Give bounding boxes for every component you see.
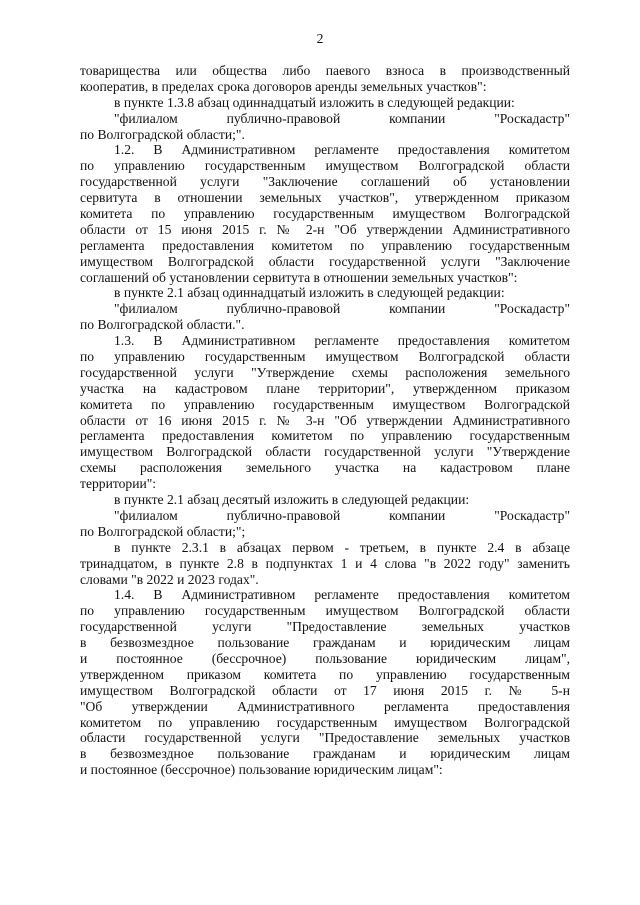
text-line: участка на кадастровом плане территории", утвержденном приказом	[80, 380, 570, 396]
text-line: имуществом Волгоградской области государственной услуги "Утверждение	[80, 444, 570, 460]
text-line: по управлению государственным имуществом Волгоградской области	[80, 603, 570, 619]
text-line: в пункте 2.1 абзац одиннадцатый изложить в следующей редакции:	[114, 285, 505, 301]
text-line: соглашений об установлении сервитута в отношении земельных участков":	[80, 269, 518, 285]
text-line: государственной услуги "Заключение соглашений об установлении	[80, 174, 570, 190]
text-line: сервитута в отношении земельных участков", утвержденном приказом	[80, 190, 570, 206]
text-line: словами "в 2022 и 2023 годах".	[80, 571, 259, 587]
text-line: в безвозмездное пользование гражданам и юридическим лицам	[80, 635, 570, 651]
text-line: области от 15 июня 2015 г. № 2-н "Об утверждении Административного	[80, 221, 570, 237]
text-line: комитета по управлению государственным имуществом Волгоградской	[80, 206, 570, 222]
text-line: по Волгоградской области;";	[80, 523, 246, 539]
text-line: в безвозмездное пользование гражданам и юридическим лицам	[80, 746, 570, 762]
document-body	[80, 63, 570, 778]
text-line: тринадцатом, в пункте 2.8 в подпунктах 1 и 4 слова "в 2022 году" заменить	[80, 555, 570, 571]
text-line: 1.4. В Административном регламенте предоставления комитетом	[114, 587, 570, 603]
text-line: 1.2. В Административном регламенте предоставления комитетом	[114, 142, 570, 158]
text-line: "Об утверждении Административного регламента предоставления	[80, 698, 570, 714]
text-line: комитета по управлению государственным имуществом Волгоградской	[80, 396, 570, 412]
text-line: территории":	[80, 476, 157, 492]
text-line: государственной услуги "Предоставление земельных участков	[80, 619, 570, 635]
text-line: регламента предоставления комитетом по управлению государственным	[80, 428, 570, 444]
text-line: по управлению государственным имуществом Волгоградской области	[80, 158, 570, 174]
text-line: по Волгоградской области;".	[80, 126, 245, 142]
text-line: имуществом Волгоградской области государственной услуги "Заключение	[80, 253, 570, 269]
text-line: 1.3. В Административном регламенте предоставления комитетом	[114, 333, 570, 349]
text-line: государственной услуги "Утверждение схемы расположения земельного	[80, 364, 570, 380]
text-line: по управлению государственным имуществом Волгоградской области	[80, 349, 570, 365]
text-line: в пункте 2.1 абзац десятый изложить в следующей редакции:	[114, 492, 470, 508]
text-line: "филиалом публично-правовой компании "Роскадастр"	[114, 301, 570, 317]
page-number: 2	[316, 31, 324, 46]
text-line: товарищества или общества либо паевого взноса в производственный	[80, 63, 570, 78]
text-line: регламента предоставления комитетом по управлению государственным	[80, 237, 570, 253]
text-line: и постоянное (бессрочное) пользование юридическим лицам":	[80, 762, 443, 778]
text-line: по Волгоградской области.".	[80, 317, 245, 333]
text-line: "филиалом публично-правовой компании "Роскадастр"	[114, 110, 570, 126]
text-line: кооператив, в пределах срока договоров аренды земельных участков":	[80, 78, 487, 94]
text-line: "филиалом публично-правовой компании "Роскадастр"	[114, 507, 570, 523]
text-line: схемы расположения земельного участка на кадастровом плане	[80, 460, 570, 476]
text-line: утвержденном приказом комитета по управлению государственным	[80, 666, 570, 682]
text-line: области от 16 июня 2015 г. № 3-н "Об утверждении Административного	[80, 412, 570, 428]
text-line: области государственной услуги "Предоставление земельных участков	[80, 730, 570, 746]
text-line: имуществом Волгоградской области от 17 июня 2015 г. № 5-н	[80, 682, 570, 698]
text-line: в пункте 2.3.1 в абзацах первом - третьем, в пункте 2.4 в абзаце	[114, 539, 570, 555]
text-line: комитетом по управлению государственным имуществом Волгоградской	[80, 714, 570, 730]
text-line: и постоянное (бессрочное) пользование юридическим лицам",	[80, 650, 570, 666]
text-line: в пункте 1.3.8 абзац одиннадцатый изложить в следующей редакции:	[114, 94, 515, 110]
